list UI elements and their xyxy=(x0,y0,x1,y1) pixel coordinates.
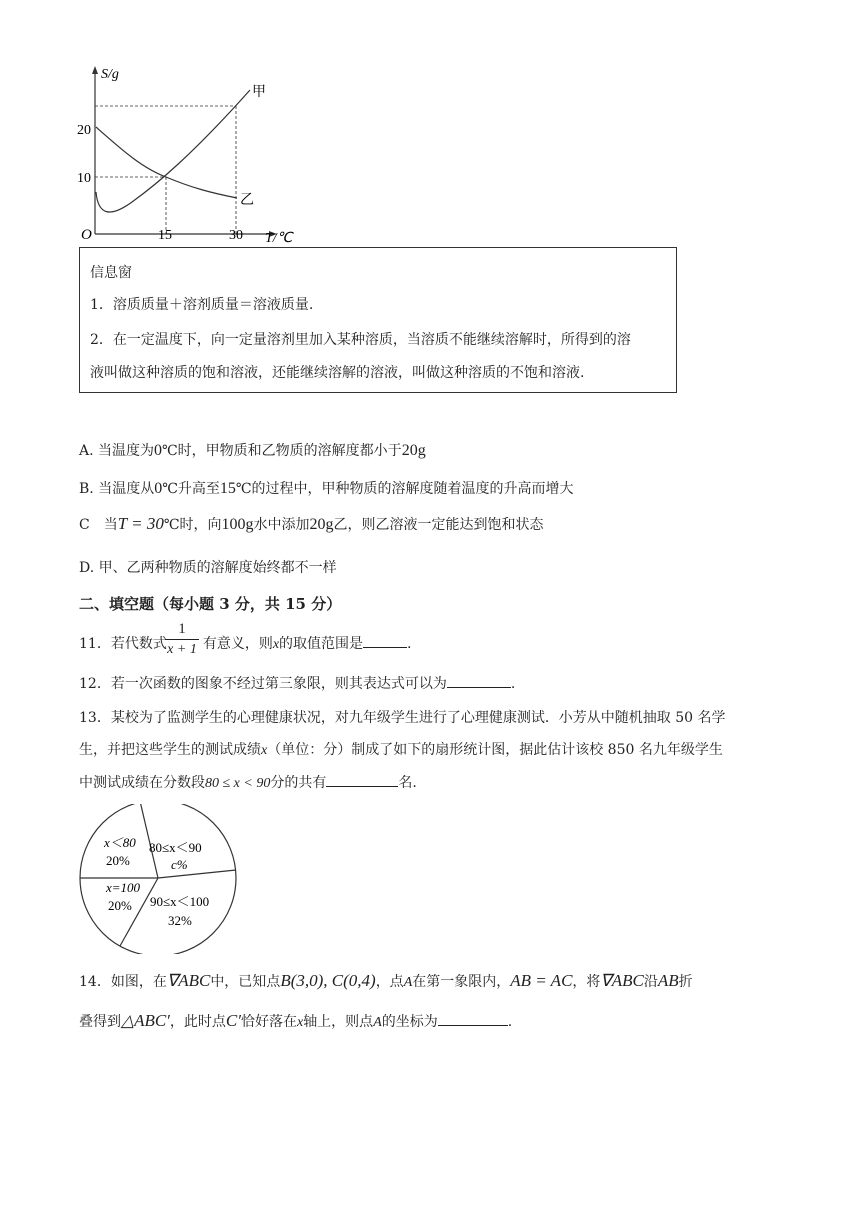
y-tick-10: 10 xyxy=(77,171,91,186)
q11-answer-blank[interactable] xyxy=(363,633,407,648)
pie-slice4-range: 90≤x＜100 xyxy=(150,894,210,909)
question-14-line1: 14．如图，在∇ABC中，已知点B(3,0), C(0,4)，点A在第一象限内，AB = AC，将∇ABC沿AB折 xyxy=(79,971,693,990)
pie-slice1-range: x＜80 xyxy=(104,835,136,850)
question-12: 12．若一次函数的图象不经过第三象限，则其表达式可以为 . xyxy=(79,673,515,694)
curve-yi-label: 乙 xyxy=(240,193,254,208)
curve-jia xyxy=(96,90,250,212)
pie-slice1-pct: 20% xyxy=(106,853,130,868)
option-c: C 当T = 30℃时，向100g水中添加20g乙，则乙溶液一定能达到饱和状态 xyxy=(79,514,544,533)
q12-answer-blank[interactable] xyxy=(447,673,511,688)
section2-heading: 二、填空题（每小题 3 分，共 15 分） xyxy=(79,595,342,613)
curve-jia-label: 甲 xyxy=(252,85,266,100)
pie-slice3-range: x=100 xyxy=(106,880,141,895)
pie-slice2-pct: c% xyxy=(171,857,188,872)
info-box-title: 信息窗 xyxy=(90,265,132,281)
option-a: A. 当温度为0℃时，甲物质和乙物质的溶解度都小于20g xyxy=(79,442,426,459)
q13-answer-blank[interactable] xyxy=(326,772,398,787)
info-box-line2b: 液叫做这种溶质的饱和溶液，还能继续溶解的溶液，叫做这种溶质的不饱和溶液. xyxy=(90,365,585,381)
curve-yi xyxy=(96,127,237,198)
solubility-graph xyxy=(72,60,312,245)
info-box xyxy=(79,247,677,393)
q11-fraction xyxy=(165,620,199,660)
pie-slice4-pct: 32% xyxy=(168,913,192,928)
q11-fraction-numerator: 1 xyxy=(165,620,199,640)
question-13-line3: 中测试成绩在分数段80 ≤ x < 90分的共有 名. xyxy=(79,772,417,794)
option-d: D. 甲、乙两种物质的溶解度始终都不一样 xyxy=(79,560,337,576)
q14-answer-blank[interactable] xyxy=(438,1011,508,1026)
q11-fraction-denominator: x + 1 xyxy=(167,642,197,657)
question-13-line1: 13．某校为了监测学生的心理健康状况，对九年级学生进行了心理健康测试．小芳从中随机抽取 50 名学 xyxy=(79,710,726,726)
info-box-line2a: 2．在一定温度下，向一定量溶剂里加入某种溶质，当溶质不能继续溶解时，所得到的溶 xyxy=(90,332,631,348)
info-box-line1: 1．溶质质量＋溶剂质量＝溶液质量. xyxy=(90,297,314,313)
x-tick-15: 15 xyxy=(158,228,172,243)
y-axis-label: S/g xyxy=(101,67,119,82)
x-axis-label: T/℃ xyxy=(265,231,293,245)
pie-slice3-pct: 20% xyxy=(108,898,132,913)
question-11: 11．若代数式 有意义，则x的取值范围是 . xyxy=(79,633,412,655)
pie-chart xyxy=(76,804,242,954)
pie-slice2-range: 80≤x＜90 xyxy=(149,840,202,855)
question-14-line2: 叠得到△ABC′，此时点C′恰好落在x轴上，则点A的坐标为 . xyxy=(79,1011,513,1030)
question-13-line2: 生，并把这些学生的测试成绩x（单位：分）制成了如下的扇形统计图，据此估计该校 850 名九年级学生 xyxy=(79,742,723,758)
option-b: B. 当温度从0℃升高至15℃的过程中，甲种物质的溶解度随着温度的升高而增大 xyxy=(79,480,574,497)
pie-divider-right xyxy=(158,870,236,878)
x-tick-30: 30 xyxy=(229,228,243,243)
origin-label: O xyxy=(81,227,92,243)
y-axis-arrow xyxy=(92,66,98,74)
y-tick-20: 20 xyxy=(77,123,91,138)
